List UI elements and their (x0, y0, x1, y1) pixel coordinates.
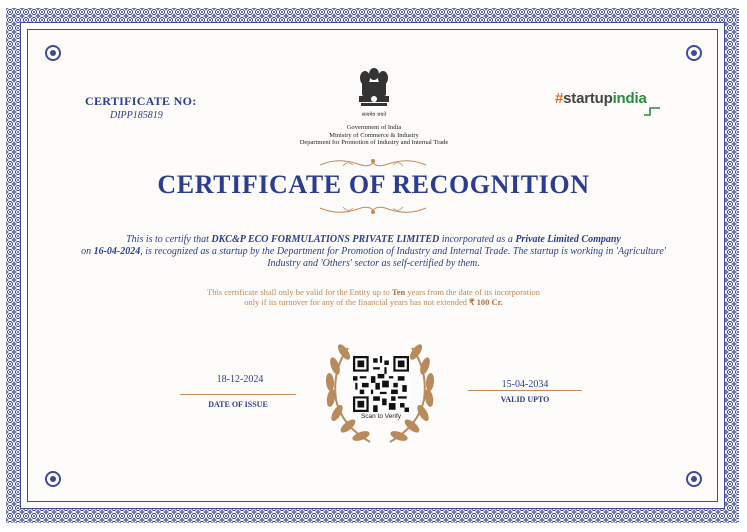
validity-part: only if its turnover for any of the financial years has not extended (244, 297, 470, 307)
gov-line-2: Ministry of Commerce & Industry (329, 131, 419, 139)
corner-ornament-top-left (45, 45, 61, 61)
corner-ornament-top-right (686, 45, 702, 61)
issue-date-line (180, 394, 296, 395)
flourish-bottom-icon (318, 203, 428, 217)
corner-ornament-bottom-right (686, 471, 702, 487)
validity-years: Ten (391, 287, 406, 297)
emblem-motto: सत्यमेव जयते (361, 112, 387, 118)
statement-part: incorporated as a (439, 234, 516, 245)
statement-part: , is recognized as a startup by the Department for Promotion of Industry and Internal Trade. The startup is working in 'Agriculture' Industry and 'Others' sector as self-certified by them. (140, 246, 666, 269)
certificate-number-label: CERTIFICATE NO: (85, 94, 197, 108)
logo-hash: # (555, 90, 564, 107)
scan-to-verify-caption: Scan to Verify (360, 413, 402, 420)
issue-date: 18-12-2024 (216, 374, 264, 385)
turnover-limit: ₹ 100 Cr. (469, 297, 503, 307)
entity-type: Private Limited Company (515, 234, 621, 245)
incorporation-date: 16-04-2024 (93, 246, 141, 257)
issue-date-label: DATE OF ISSUE (208, 400, 268, 409)
national-emblem-icon (355, 64, 393, 120)
validity-part: This certificate shall only be valid for the Entity up to (207, 287, 392, 297)
valid-upto-line (468, 390, 582, 391)
valid-upto-date: 15-04-2034 (501, 379, 549, 390)
qr-code-icon[interactable] (353, 356, 409, 412)
recognition-statement (80, 234, 667, 270)
corner-ornament-bottom-left (45, 471, 61, 487)
logo-india: india (612, 90, 647, 107)
valid-upto-label: VALID UPTO (500, 395, 550, 404)
certificate-number: DIPP185819 (110, 110, 163, 121)
certificate-title: CERTIFICATE OF RECOGNITION (157, 170, 590, 199)
government-header (250, 124, 498, 147)
validity-statement (150, 287, 597, 307)
startupindia-logo (555, 90, 647, 107)
gov-line-1: Government of India (346, 124, 402, 131)
company-name: DKC&P ECO FORMULATIONS PRIVATE LIMITED (211, 234, 440, 245)
flourish-top-icon (318, 156, 428, 170)
logo-step-icon (643, 106, 661, 116)
statement-part: This is to certify that (126, 234, 212, 245)
gov-line-3: Department for Promotion of Industry and Internal Trade (299, 139, 449, 146)
statement-part: on (81, 246, 94, 257)
validity-part: years from the date of its incorporation (405, 287, 540, 297)
logo-startup: startup (563, 90, 613, 107)
